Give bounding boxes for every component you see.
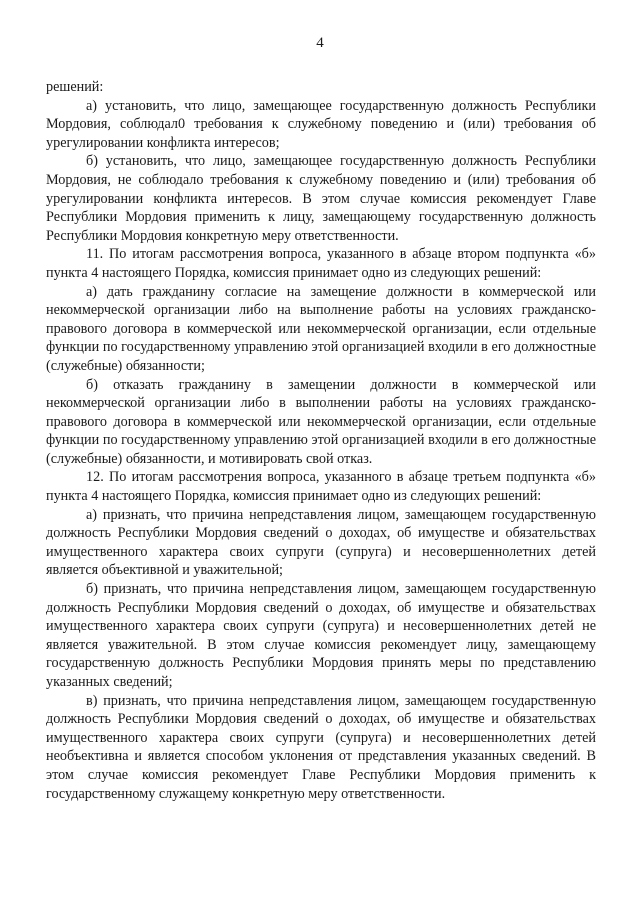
paragraph-12: 12. По итогам рассмотрения вопроса, указанного в абзаце третьем подпункта «б» пункта 4 настоящего Порядка, комиссия принимает одно из следующих решений:: [46, 469, 596, 505]
paragraph-12c: в) признать, что причина непредставления лицом, замещающем государственную должность Республики Мордовия сведений о доходах, об имуществе и обязательствах имущественного характера своих супруги (супруга) и несовершеннолетних детей необъективна и является способом уклонения от представления указанных сведений. В этом случае комиссия рекомендует Главе Республики Мордовия применить к государственному служащему конкретную меру ответственности.: [46, 692, 596, 802]
document-body: [46, 78, 596, 803]
paragraph-11: 11. По итогам рассмотрения вопроса, указанного в абзаце втором подпункта «б» пункта 4 настоящего Порядка, комиссия принимает одно из следующих решений:: [46, 246, 596, 281]
paragraph-continuation: решений:: [46, 79, 104, 95]
paragraph-12a: а) признать, что причина непредставления лицом, замещающем государственную должность Республики Мордовия сведений о доходах, об имуществе и обязательствах имущественного характера своих супруги (супруга) и несовершеннолетних детей является объективной и уважительной;: [46, 506, 596, 579]
paragraph-10b: б) установить, что лицо, замещающее государственную должность Республики Мордовия, не соблюдало требования к служебному поведению и (или) требования об урегулировании конфликта интересов. В этом случае комиссия рекомендует Главе Республики Мордовия применить к лицу, замещающему государственную должность Республики Мордовия конкретную меру ответственности.: [46, 153, 596, 244]
paragraph-12b: б) признать, что причина непредставления лицом, замещающем государственную должность Республики Мордовия сведений о доходах, об имуществе и обязательствах имущественного характера своих супруги (супруга) и несовершеннолетних детей не является уважительной. В этом случае комиссия рекомендует лицу, замещающему государственную должность Республики Мордовия принять меры по представлению указанных сведений;: [46, 581, 596, 690]
paragraph-11b: б) отказать гражданину в замещении должности в коммерческой или некоммерческой организации либо в выполнении работы на условиях гражданско-правового договора в коммерческой или некоммерческой организации, если отдельные функции по государственному управлению этой организацией входили в его должностные (служебные) обязанности, и мотивировать свой отказ.: [46, 376, 596, 467]
paragraph-10a: а) установить, что лицо, замещающее государственную должность Республики Мордовия, соблюдал0 требования к служебному поведению и (или) требования об урегулировании конфликта интересов;: [46, 97, 596, 151]
paragraph-11a: а) дать гражданину согласие на замещение должности в коммерческой или некоммерческой организации либо на выполнение работы на условиях гражданско-правового договора в коммерческой или некоммерческой организации, если отдельные функции по государственному управлению этой организацией входили в его должностные (служебные) обязанности;: [46, 283, 596, 374]
page-number: 4: [316, 35, 324, 51]
